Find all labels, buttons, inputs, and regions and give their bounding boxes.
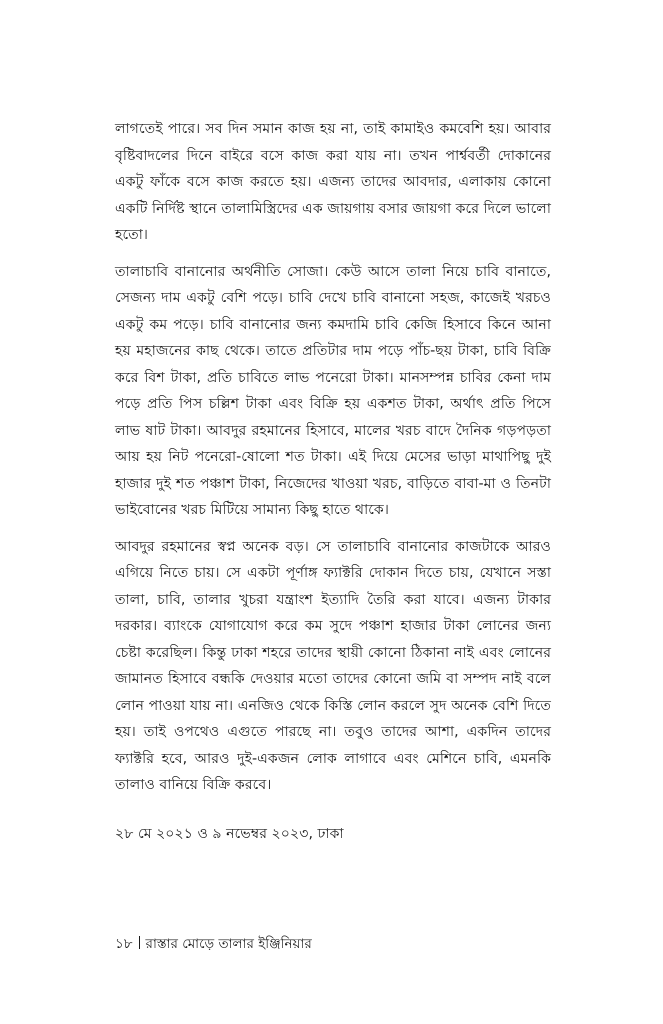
page-footer xyxy=(115,934,312,954)
paragraph-1: লাগতেই পারে। সব দিন সমান কাজ হয় না, তাই কামাইও কমবেশি হয়। আবার বৃষ্টিবাদলের দিনে বাইরে বসে কাজ করা যায় না। তখন পার্শ্ববর্তী দোকানের একটু ফাঁকে বসে কাজ করতে হয়। এজন্য তাদের আবদার, এলাকায় কোনো একটি নির্দিষ্ট স্থানে তালামিস্ত্রিদের এক জায়গায় বসার জায়গা করে দিলে ভালো হতো। xyxy=(115,121,551,243)
body-text xyxy=(115,116,551,847)
footer-separator xyxy=(139,936,140,949)
running-title: রাস্তার মোড়ে তালার ইঞ্জিনিয়ার xyxy=(145,936,312,952)
paragraph-2: তালাচাবি বানানোর অর্থনীতি সোজা। কেউ আসে তালা নিয়ে চাবি বানাতে, সেজন্য দাম একটু বেশি পড়ে। চাবি দেখে চাবি বানানো সহজ, কাজেই খরচও একটু কম পড়ে। চাবি বানানোর জন্য কমদামি চাবি কেজি হিসাবে কিনে আনা হয় মহাজনের কাছ থেকে। তাতে প্রতিটার দাম পড়ে পাঁচ-ছয় টাকা, চাবি বিক্রি করে বিশ টাকা, প্রতি চাবিতে লাভ পনেরো টাকা। মানসম্পন্ন চাবির কেনা দাম পড়ে প্রতি পিস চল্লিশ টাকা এবং বিক্রি হয় একশত টাকা, অর্থাৎ প্রতি পিসে লাভ ষাট টাকা। আবদুর রহমানের হিসাবে, মালের খরচ বাদে দৈনিক গড়পড়তা আয় হয় নিট পনেরো-ষোলো শত টাকা। এই দিয়ে মেসের ভাড়া মাথাপিছু দুই হাজার দুই শত পঞ্চাশ টাকা, নিজেদের খাওয়া খরচ, বাড়িতে বাবা-মা ও তিনটা ভাইবোনের খরচ মিটিয়ে সামান্য কিছু হাতে থাকে। xyxy=(115,263,551,518)
dateline: ২৮ মে ২০২১ ও ৯ নভেম্বর ২০২৩, ঢাকা xyxy=(115,825,344,842)
page-number: ১৮ xyxy=(115,936,133,952)
paragraph-3: আবদুর রহমানের স্বপ্ন অনেক বড়। সে তালাচাবি বানানোর কাজটাকে আরও এগিয়ে নিতে চায়। সে একটা পূর্ণাঙ্গ ফ্যাক্টরি দোকান দিতে চায়, যেখানে সস্তা তালা, চাবি, তালার খুচরা যন্ত্রাংশ ইত্যাদি তৈরি করা যাবে। এজন্য টাকার দরকার। ব্যাংকে যোগাযোগ করে কম সুদে পঞ্চাশ হাজার টাকা লোনের জন্য চেষ্টা করেছিল। কিন্তু ঢাকা শহরে তাদের স্থায়ী কোনো ঠিকানা নাই এবং লোনের জামানত হিসাবে বন্ধকি দেওয়ার মতো তাদের কোনো জমি বা সম্পদ নাই বলে লোন পাওয়া যায় না। এনজিও থেকে কিস্তি লোন করলে সুদ অনেক বেশি দিতে হয়। তাই ওপথেও এগুতে পারছে না। তবুও তাদের আশা, একদিন তাদের ফ্যাক্টরি হবে, আরও দুই-একজন লোক লাগাবে এবং মেশিনে চাবি, এমনকি তালাও বানিয়ে বিক্রি করবে। xyxy=(115,538,551,793)
